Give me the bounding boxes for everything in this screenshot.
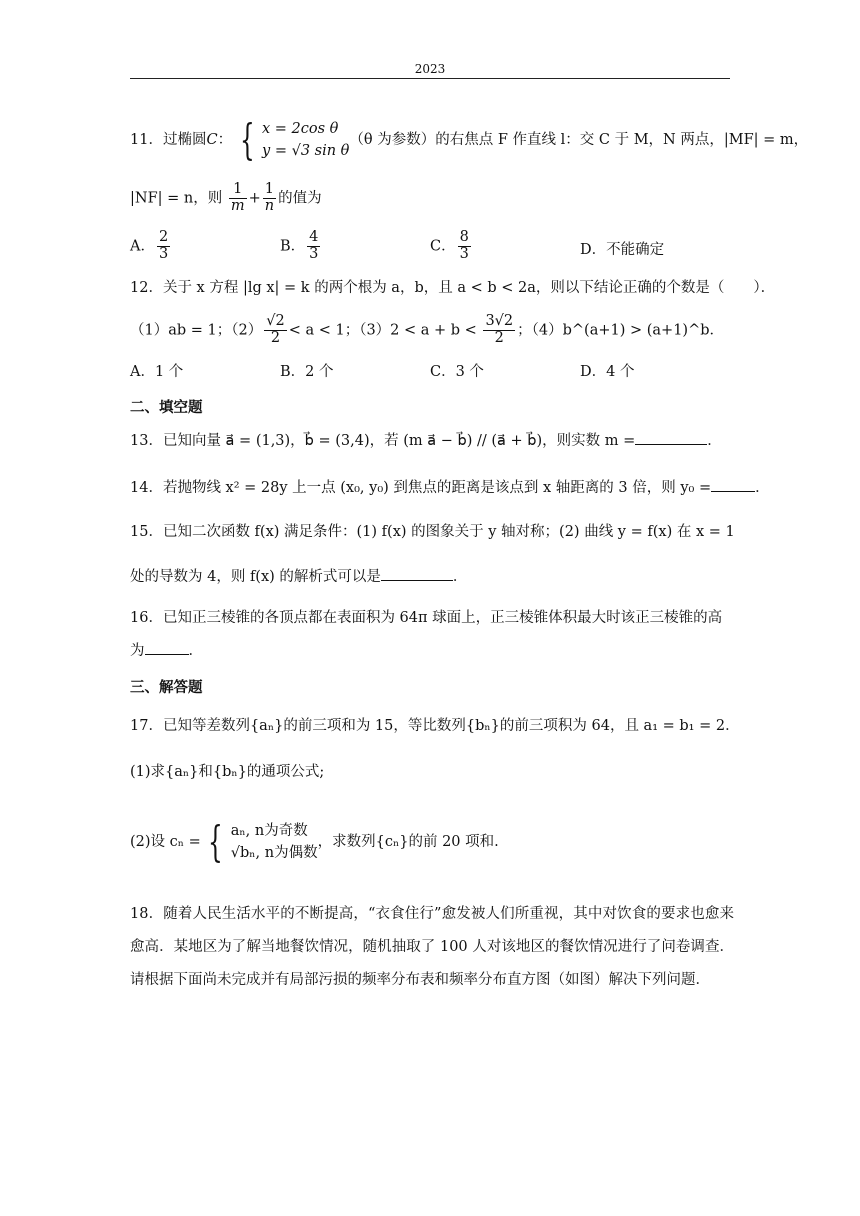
section-solution-title: 三、解答题 xyxy=(130,680,203,696)
q12-option-c: C．3 个 xyxy=(430,364,484,380)
q11-eq-x: x = 2cos θ xyxy=(262,121,339,137)
q12-frac-3sqrt2-over-2: $\frac{3√2}{2}$ xyxy=(485,313,514,346)
q16-answer-blank xyxy=(145,640,189,655)
q12-c4: ；（4）b^(a+1) > (a+1)^b． xyxy=(517,322,725,339)
q11-option-c: C． $\frac{8}{3}$ xyxy=(430,229,469,262)
q12-option-d: D．4 个 xyxy=(580,364,635,380)
q11-fraction-1: $\frac{1}{m}$ xyxy=(230,181,245,214)
question-18: 18．随着人民生活水平的不断提高，“衣食住行”愈发被人们所重视，其中对饮食的要求也愈来愈高．某地区为了解当地餐饮情况，随机抽取了 100 人对该地区的餐饮情况进行了问卷调查．请根据下面尚未完成并有局部污损的频率分布表和频率分布直方图（如图）解决下列问题． xyxy=(130,906,734,988)
question-11-line1 xyxy=(130,115,809,164)
q11-parametric-system xyxy=(237,115,350,164)
question-14: 14．若抛物线 x² = 28y 上一点 (x₀, y₀) 到焦点的距离是该点到 x 轴距离的 3 倍，则 y₀ = ． xyxy=(130,477,734,498)
q11-colon: ： xyxy=(217,132,233,148)
q15-answer-blank xyxy=(381,566,453,581)
q13-answer-blank xyxy=(635,430,707,445)
section-fill-in-title: 二、填空题 xyxy=(130,400,203,416)
question-13: 13．已知向量 a⃗ = (1,3)，b⃗ = (3,4)，若 (m a⃗ − b⃗) // (a⃗ + b⃗)，则实数 m = ． xyxy=(130,430,734,451)
q12-c1: （1）ab = 1；（2） xyxy=(130,322,263,339)
q11-option-b: B． $\frac{4}{3}$ xyxy=(280,229,319,262)
brace-icon: { xyxy=(208,817,224,866)
question-15-line2: 处的导数为 4，则 f(x) 的解析式可以是 ． xyxy=(130,566,734,587)
q11-statement: （θ 为参数）的右焦点 F 作直线 l：交 C 于 M，N 两点，|MF| = m， xyxy=(349,132,809,148)
question-12-line1: 12．关于 x 方程 |lg x| = k 的两个根为 a，b，且 a < b < 2a，则以下结论正确的个数是（ ）． xyxy=(130,280,776,296)
q11-line2-start: |NF| = n，则 xyxy=(130,190,223,207)
q14-answer-blank xyxy=(711,477,755,492)
brace-icon: { xyxy=(239,115,255,164)
q12-option-b: B．2 个 xyxy=(280,364,334,380)
question-15-line1: 15．已知二次函数 f(x) 满足条件：(1) f(x) 的图象关于 y 轴对称；(2) 曲线 y = f(x) 在 x = 1 xyxy=(130,524,735,540)
question-16-line2: 为 ． xyxy=(130,640,734,661)
question-11-line2 xyxy=(130,182,734,215)
question-16-line1: 16．已知正三棱锥的各顶点都在表面积为 64π 球面上，正三棱锥体积最大时该正三棱锥的高 xyxy=(130,610,723,626)
q11-plus: + xyxy=(248,190,261,207)
question-17-part2: (2)设 cₙ = { aₙ, n为奇数 √bₙ, n为偶数 ，求数列{cₙ}的前 20 项和. xyxy=(130,817,499,866)
question-17-part1: (1)求{aₙ}和{bₙ}的通项公式; xyxy=(130,764,325,780)
q12-c2: < a < 1；（3）2 < a + b < xyxy=(288,322,477,339)
page-header-year: 2023 xyxy=(414,62,446,76)
q11-option-a: A． $\frac{2}{3}$ xyxy=(130,229,169,262)
question-17-line1: 17．已知等差数列{aₙ}的前三项和为 15，等比数列{bₙ}的前三项积为 64，且 a₁ = b₁ = 2． xyxy=(130,718,740,734)
q12-frac-sqrt2-over-2: $\frac{√2}{2}$ xyxy=(266,313,285,346)
q17-piecewise: { aₙ, n为奇数 √bₙ, n为偶数 xyxy=(208,817,318,866)
q11-curve-name: C xyxy=(206,132,218,148)
q11-line2-end: 的值为 xyxy=(278,190,322,207)
q11-eq-y: y = √3 sin θ xyxy=(262,143,350,159)
question-12-conclusions xyxy=(130,314,734,347)
q12-option-a: A．1 个 xyxy=(130,364,184,380)
q11-prefix: 11．过椭圆 xyxy=(130,132,207,148)
header-rule xyxy=(130,78,730,79)
q11-fraction-2: $\frac{1}{n}$ xyxy=(264,181,275,214)
q11-option-d: D．不能确定 xyxy=(580,242,665,258)
